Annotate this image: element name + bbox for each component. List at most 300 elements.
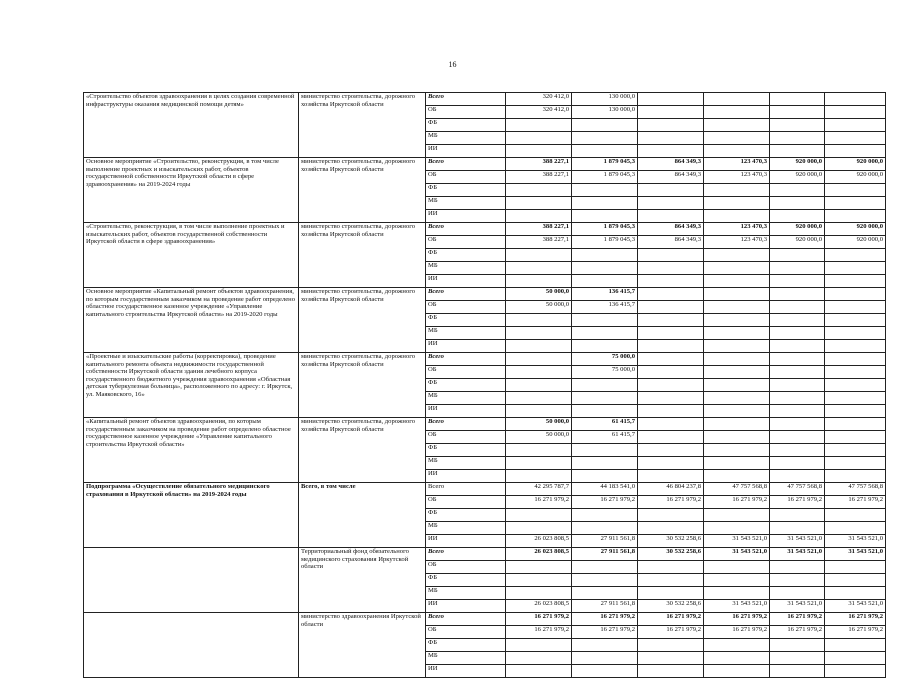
amount-cell: 16 271 979,2 — [506, 613, 572, 626]
amount-cell — [704, 145, 770, 158]
measure-description — [84, 548, 299, 613]
amount-cell — [506, 366, 572, 379]
amount-cell — [572, 639, 638, 652]
amount-cell — [704, 405, 770, 418]
amount-cell — [572, 470, 638, 483]
amount-cell: 16 271 979,2 — [770, 626, 825, 639]
amount-cell — [825, 574, 886, 587]
amount-cell — [638, 444, 704, 457]
measure-description: Основное мероприятие «Капитальный ремонт объектов здравоохранения, по которым государственным заказчиком на проведение работ определено областное государственное казенное учреждение «Управление капитального строительства Иркутской области» на 2019-2020 годы — [84, 288, 299, 353]
funding-source: ИИ — [426, 340, 506, 353]
amount-cell — [638, 561, 704, 574]
funding-source: ОБ — [426, 106, 506, 119]
amount-cell — [704, 431, 770, 444]
funding-source: ФБ — [426, 119, 506, 132]
amount-cell — [572, 327, 638, 340]
amount-cell — [506, 197, 572, 210]
funding-source: ФБ — [426, 639, 506, 652]
funding-source: ОБ — [426, 561, 506, 574]
funding-source: ОБ — [426, 431, 506, 444]
table-body — [84, 93, 886, 678]
amount-cell: 31 543 521,0 — [825, 600, 886, 613]
amount-cell — [638, 210, 704, 223]
measure-description: «Капитальный ремонт объектов здравоохранения, по которым государственным заказчиком на проведение работ определено областное государственное казенное учреждение «Управление капитального строительства Иркутской области» — [84, 418, 299, 483]
amount-cell — [572, 262, 638, 275]
amount-cell: 50 000,0 — [506, 288, 572, 301]
amount-cell — [638, 184, 704, 197]
amount-cell — [704, 379, 770, 392]
amount-cell: 123 470,3 — [704, 158, 770, 171]
table-row — [84, 483, 886, 496]
executor-name: министерство строительства, дорожного хозяйства Иркутской области — [299, 288, 426, 353]
amount-cell — [770, 379, 825, 392]
funding-source: ОБ — [426, 171, 506, 184]
funding-source: ОБ — [426, 496, 506, 509]
amount-cell — [770, 457, 825, 470]
amount-cell — [506, 145, 572, 158]
amount-cell — [770, 652, 825, 665]
amount-cell — [825, 249, 886, 262]
funding-source: МБ — [426, 392, 506, 405]
amount-cell: 30 532 258,6 — [638, 600, 704, 613]
amount-cell — [704, 197, 770, 210]
amount-cell — [638, 275, 704, 288]
measure-description: Основное мероприятие «Строительство, реконструкция, в том числе выполнение проектных и изыскательских работ, объектов государственной собственности Иркутской области в сфере здравоохранения» на 2019-2024 годы — [84, 158, 299, 223]
amount-cell: 16 271 979,2 — [506, 626, 572, 639]
amount-cell — [638, 418, 704, 431]
measure-description — [84, 613, 299, 678]
amount-cell: 123 470,3 — [704, 223, 770, 236]
measure-description: «Проектные и изыскательские работы (корректировка), проведение капитального ремонта объекта недвижимости государственной собственности Иркутской области здания лечебного корпуса государственного бюджетного учреждения здравоохранения «Областная детская туберкулезная больница», расположенного по адресу: г. Иркутск, ул. Маяковского, 16» — [84, 353, 299, 418]
amount-cell — [572, 275, 638, 288]
funding-source: Всего — [426, 223, 506, 236]
funding-source: ОБ — [426, 366, 506, 379]
amount-cell — [825, 314, 886, 327]
amount-cell — [770, 665, 825, 678]
funding-source: Всего — [426, 548, 506, 561]
amount-cell — [638, 314, 704, 327]
amount-cell: 388 227,1 — [506, 236, 572, 249]
amount-cell — [506, 379, 572, 392]
amount-cell — [572, 444, 638, 457]
amount-cell: 75 000,0 — [572, 366, 638, 379]
amount-cell — [572, 184, 638, 197]
amount-cell: 388 227,1 — [506, 158, 572, 171]
amount-cell: 16 271 979,2 — [572, 613, 638, 626]
amount-cell: 1 879 045,3 — [572, 171, 638, 184]
funding-source: ФБ — [426, 574, 506, 587]
amount-cell — [825, 405, 886, 418]
amount-cell — [572, 145, 638, 158]
amount-cell — [770, 587, 825, 600]
amount-cell — [638, 132, 704, 145]
amount-cell — [572, 561, 638, 574]
amount-cell: 16 271 979,2 — [704, 496, 770, 509]
amount-cell: 920 000,0 — [825, 158, 886, 171]
amount-cell — [506, 444, 572, 457]
amount-cell — [506, 522, 572, 535]
amount-cell — [825, 93, 886, 106]
amount-cell — [704, 327, 770, 340]
amount-cell — [704, 561, 770, 574]
amount-cell: 1 879 045,3 — [572, 223, 638, 236]
amount-cell — [638, 392, 704, 405]
amount-cell: 1 879 045,3 — [572, 236, 638, 249]
amount-cell: 920 000,0 — [770, 158, 825, 171]
amount-cell — [572, 665, 638, 678]
amount-cell — [770, 275, 825, 288]
funding-source: ОБ — [426, 236, 506, 249]
amount-cell — [572, 587, 638, 600]
amount-cell: 130 000,0 — [572, 106, 638, 119]
amount-cell: 920 000,0 — [825, 236, 886, 249]
amount-cell — [825, 652, 886, 665]
amount-cell: 26 023 808,5 — [506, 600, 572, 613]
amount-cell — [825, 418, 886, 431]
amount-cell: 50 000,0 — [506, 418, 572, 431]
amount-cell: 27 911 561,8 — [572, 548, 638, 561]
funding-source: МБ — [426, 197, 506, 210]
amount-cell — [825, 444, 886, 457]
amount-cell: 136 415,7 — [572, 301, 638, 314]
funding-source: ФБ — [426, 184, 506, 197]
amount-cell: 920 000,0 — [825, 223, 886, 236]
amount-cell — [770, 301, 825, 314]
amount-cell — [638, 327, 704, 340]
amount-cell: 16 271 979,2 — [825, 626, 886, 639]
amount-cell — [638, 249, 704, 262]
amount-cell — [704, 340, 770, 353]
executor-name: министерство здравоохранения Иркутской области — [299, 613, 426, 678]
amount-cell — [572, 132, 638, 145]
amount-cell: 61 415,7 — [572, 418, 638, 431]
amount-cell — [506, 119, 572, 132]
table-row — [84, 158, 886, 171]
amount-cell — [638, 509, 704, 522]
amount-cell — [770, 392, 825, 405]
amount-cell — [825, 431, 886, 444]
amount-cell: 920 000,0 — [825, 171, 886, 184]
amount-cell — [638, 353, 704, 366]
amount-cell — [572, 314, 638, 327]
amount-cell — [704, 184, 770, 197]
amount-cell — [825, 119, 886, 132]
amount-cell: 864 349,3 — [638, 223, 704, 236]
amount-cell: 920 000,0 — [770, 236, 825, 249]
executor-name: министерство строительства, дорожного хозяйства Иркутской области — [299, 158, 426, 223]
amount-cell: 47 757 568,8 — [825, 483, 886, 496]
amount-cell — [770, 210, 825, 223]
amount-cell — [506, 210, 572, 223]
amount-cell — [506, 392, 572, 405]
amount-cell — [825, 145, 886, 158]
table-row — [84, 288, 886, 301]
amount-cell — [770, 132, 825, 145]
amount-cell: 320 412,0 — [506, 106, 572, 119]
amount-cell: 16 271 979,2 — [572, 496, 638, 509]
executor-name: министерство строительства, дорожного хозяйства Иркутской области — [299, 223, 426, 288]
amount-cell — [770, 197, 825, 210]
amount-cell — [704, 457, 770, 470]
amount-cell — [825, 587, 886, 600]
amount-cell — [770, 184, 825, 197]
amount-cell — [825, 366, 886, 379]
table-row — [84, 613, 886, 626]
table-row — [84, 223, 886, 236]
amount-cell — [704, 392, 770, 405]
amount-cell — [770, 639, 825, 652]
amount-cell: 50 000,0 — [506, 431, 572, 444]
funding-source: Всего — [426, 613, 506, 626]
amount-cell — [770, 314, 825, 327]
amount-cell: 31 543 521,0 — [704, 600, 770, 613]
amount-cell — [572, 379, 638, 392]
funding-source: МБ — [426, 457, 506, 470]
amount-cell: 16 271 979,2 — [825, 496, 886, 509]
amount-cell: 123 470,3 — [704, 236, 770, 249]
funding-source: ФБ — [426, 314, 506, 327]
funding-source: ФБ — [426, 444, 506, 457]
table-row — [84, 548, 886, 561]
executor-name: министерство строительства, дорожного хозяйства Иркутской области — [299, 93, 426, 158]
amount-cell — [572, 457, 638, 470]
amount-cell — [704, 301, 770, 314]
amount-cell — [572, 249, 638, 262]
amount-cell: 16 271 979,2 — [572, 626, 638, 639]
amount-cell — [770, 262, 825, 275]
amount-cell — [572, 522, 638, 535]
amount-cell: 75 000,0 — [572, 353, 638, 366]
amount-cell — [638, 639, 704, 652]
amount-cell — [638, 470, 704, 483]
amount-cell — [825, 106, 886, 119]
amount-cell — [704, 249, 770, 262]
amount-cell — [825, 301, 886, 314]
funding-source: ИИ — [426, 405, 506, 418]
amount-cell — [770, 444, 825, 457]
amount-cell — [825, 522, 886, 535]
amount-cell — [825, 275, 886, 288]
amount-cell — [770, 366, 825, 379]
amount-cell — [704, 444, 770, 457]
amount-cell — [638, 366, 704, 379]
amount-cell: 16 271 979,2 — [638, 496, 704, 509]
amount-cell: 30 532 258,6 — [638, 535, 704, 548]
amount-cell — [638, 106, 704, 119]
amount-cell — [638, 262, 704, 275]
amount-cell — [506, 184, 572, 197]
amount-cell: 130 000,0 — [572, 93, 638, 106]
measure-description: «Строительство, реконструкция, в том числе выполнение проектных и изыскательских работ, объектов государственной собственности Иркутской области в сфере здравоохранения» — [84, 223, 299, 288]
funding-source: Всего — [426, 483, 506, 496]
amount-cell — [704, 509, 770, 522]
amount-cell — [825, 340, 886, 353]
amount-cell — [704, 353, 770, 366]
amount-cell: 31 543 521,0 — [704, 548, 770, 561]
funding-source: Всего — [426, 288, 506, 301]
amount-cell — [638, 197, 704, 210]
amount-cell — [704, 262, 770, 275]
funding-source: МБ — [426, 262, 506, 275]
amount-cell: 123 470,3 — [704, 171, 770, 184]
amount-cell — [704, 106, 770, 119]
amount-cell — [704, 587, 770, 600]
amount-cell — [770, 522, 825, 535]
funding-source: ИИ — [426, 145, 506, 158]
amount-cell — [704, 119, 770, 132]
amount-cell: 388 227,1 — [506, 223, 572, 236]
amount-cell — [825, 379, 886, 392]
funding-source: ИИ — [426, 470, 506, 483]
amount-cell — [506, 327, 572, 340]
amount-cell: 864 349,3 — [638, 158, 704, 171]
amount-cell — [825, 457, 886, 470]
table-row — [84, 353, 886, 366]
amount-cell: 1 879 045,3 — [572, 158, 638, 171]
funding-source: Всего — [426, 93, 506, 106]
amount-cell — [506, 249, 572, 262]
amount-cell — [825, 197, 886, 210]
amount-cell — [704, 574, 770, 587]
amount-cell — [638, 119, 704, 132]
amount-cell — [770, 327, 825, 340]
amount-cell — [638, 145, 704, 158]
amount-cell: 320 412,0 — [506, 93, 572, 106]
amount-cell — [704, 366, 770, 379]
amount-cell: 31 543 521,0 — [770, 535, 825, 548]
amount-cell — [704, 288, 770, 301]
amount-cell — [638, 652, 704, 665]
amount-cell — [704, 470, 770, 483]
funding-source: Всего — [426, 353, 506, 366]
amount-cell — [825, 132, 886, 145]
funding-source: Всего — [426, 418, 506, 431]
amount-cell — [572, 210, 638, 223]
funding-source: ФБ — [426, 249, 506, 262]
amount-cell — [770, 509, 825, 522]
amount-cell: 26 023 808,5 — [506, 548, 572, 561]
amount-cell: 864 349,3 — [638, 171, 704, 184]
amount-cell — [704, 93, 770, 106]
amount-cell — [770, 405, 825, 418]
amount-cell — [638, 574, 704, 587]
amount-cell — [770, 340, 825, 353]
amount-cell — [506, 314, 572, 327]
amount-cell — [825, 353, 886, 366]
amount-cell: 16 271 979,2 — [704, 613, 770, 626]
amount-cell — [825, 665, 886, 678]
funding-source: ИИ — [426, 535, 506, 548]
amount-cell — [506, 262, 572, 275]
amount-cell — [770, 561, 825, 574]
amount-cell — [572, 405, 638, 418]
amount-cell — [704, 639, 770, 652]
amount-cell — [825, 561, 886, 574]
funding-source: ИИ — [426, 665, 506, 678]
amount-cell — [825, 327, 886, 340]
amount-cell — [638, 288, 704, 301]
amount-cell: 16 271 979,2 — [638, 626, 704, 639]
amount-cell — [770, 249, 825, 262]
amount-cell — [825, 262, 886, 275]
amount-cell: 27 911 561,8 — [572, 535, 638, 548]
amount-cell: 42 295 787,7 — [506, 483, 572, 496]
amount-cell: 16 271 979,2 — [506, 496, 572, 509]
amount-cell — [506, 509, 572, 522]
amount-cell — [770, 145, 825, 158]
amount-cell — [770, 470, 825, 483]
amount-cell: 16 271 979,2 — [825, 613, 886, 626]
funding-source: Всего — [426, 158, 506, 171]
amount-cell — [770, 431, 825, 444]
amount-cell: 31 543 521,0 — [770, 548, 825, 561]
amount-cell: 31 543 521,0 — [825, 548, 886, 561]
amount-cell: 16 271 979,2 — [704, 626, 770, 639]
amount-cell: 31 543 521,0 — [770, 600, 825, 613]
funding-source: ФБ — [426, 379, 506, 392]
amount-cell — [638, 340, 704, 353]
amount-cell: 31 543 521,0 — [825, 535, 886, 548]
amount-cell — [638, 431, 704, 444]
funding-table — [83, 92, 886, 678]
amount-cell — [770, 106, 825, 119]
funding-source: ИИ — [426, 275, 506, 288]
amount-cell — [770, 288, 825, 301]
amount-cell — [638, 457, 704, 470]
amount-cell — [506, 652, 572, 665]
amount-cell — [704, 418, 770, 431]
measure-description: «Строительство объектов здравоохранения в целях создания современной инфраструктуры оказания медицинской помощи детям» — [84, 93, 299, 158]
amount-cell — [572, 509, 638, 522]
funding-source: ИИ — [426, 210, 506, 223]
amount-cell — [770, 418, 825, 431]
amount-cell — [506, 340, 572, 353]
page-number: 16 — [448, 60, 457, 69]
amount-cell — [825, 210, 886, 223]
amount-cell — [572, 119, 638, 132]
amount-cell — [638, 379, 704, 392]
amount-cell: 136 415,7 — [572, 288, 638, 301]
amount-cell — [704, 210, 770, 223]
amount-cell — [506, 405, 572, 418]
amount-cell — [704, 314, 770, 327]
amount-cell — [638, 665, 704, 678]
amount-cell — [704, 275, 770, 288]
funding-source: ФБ — [426, 509, 506, 522]
amount-cell: 50 000,0 — [506, 301, 572, 314]
amount-cell — [770, 119, 825, 132]
amount-cell: 61 415,7 — [572, 431, 638, 444]
amount-cell: 27 911 561,8 — [572, 600, 638, 613]
executor-name: министерство строительства, дорожного хозяйства Иркутской области — [299, 418, 426, 483]
funding-source: МБ — [426, 327, 506, 340]
amount-cell — [638, 587, 704, 600]
amount-cell — [572, 392, 638, 405]
amount-cell — [770, 353, 825, 366]
amount-cell — [506, 639, 572, 652]
amount-cell — [638, 522, 704, 535]
amount-cell: 46 804 237,8 — [638, 483, 704, 496]
table-row — [84, 418, 886, 431]
amount-cell — [825, 470, 886, 483]
amount-cell: 864 349,3 — [638, 236, 704, 249]
funding-source: МБ — [426, 132, 506, 145]
amount-cell: 16 271 979,2 — [770, 613, 825, 626]
amount-cell: 16 271 979,2 — [638, 613, 704, 626]
amount-cell — [506, 132, 572, 145]
amount-cell — [825, 184, 886, 197]
funding-source: МБ — [426, 587, 506, 600]
